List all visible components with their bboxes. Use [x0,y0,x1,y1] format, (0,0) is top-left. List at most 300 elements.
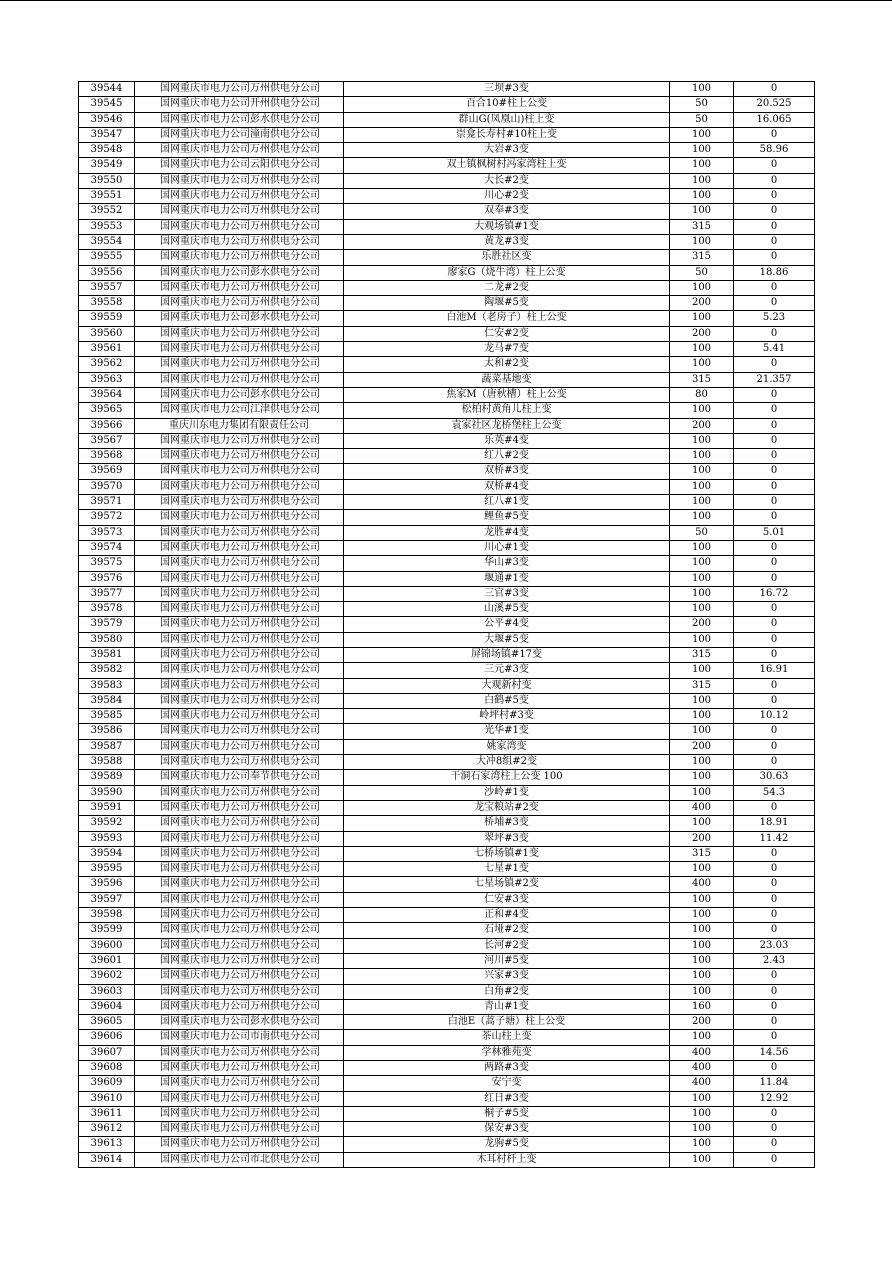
value-cell: 0 [734,433,815,448]
table-row [79,1030,815,1045]
capacity-cell: 100 [670,969,734,984]
row-id-cell: 39608 [79,1061,135,1076]
table-row [79,433,815,448]
transformer-name-cell: 三元#3变 [344,663,670,678]
table-row [79,97,815,112]
company-cell: 国网重庆市电力公司彭水供电分公司 [135,311,344,326]
row-id-cell: 39609 [79,1076,135,1091]
row-id-cell: 39586 [79,724,135,739]
company-cell: 重庆川东电力集团有限责任公司 [135,418,344,433]
table-row [79,816,815,831]
row-id-cell: 39552 [79,204,135,219]
transformer-name-cell: 红八#1变 [344,495,670,510]
company-cell: 国网重庆市电力公司万州供电分公司 [135,433,344,448]
table-row [79,265,815,280]
row-id-cell: 39555 [79,250,135,265]
capacity-cell: 100 [670,724,734,739]
transformer-name-cell: 七星#1变 [344,862,670,877]
row-id-cell: 39544 [79,82,135,97]
value-cell: 14.56 [734,1045,815,1060]
capacity-cell: 100 [670,984,734,999]
value-cell: 0 [734,846,815,861]
value-cell: 0 [734,984,815,999]
capacity-cell: 400 [670,1076,734,1091]
company-cell: 国网重庆市电力公司万州供电分公司 [135,632,344,647]
value-cell: 0 [734,464,815,479]
value-cell: 0 [734,647,815,662]
capacity-cell: 200 [670,831,734,846]
transformer-name-cell: 群山G(凤凰山)柱上变 [344,112,670,127]
row-id-cell: 39565 [79,403,135,418]
row-id-cell: 39578 [79,602,135,617]
row-id-cell: 39614 [79,1152,135,1167]
row-id-cell: 39574 [79,540,135,555]
row-id-cell: 39559 [79,311,135,326]
row-id-cell: 39584 [79,693,135,708]
table-row [79,158,815,173]
capacity-cell: 100 [670,1122,734,1137]
company-cell: 国网重庆市电力公司万州供电分公司 [135,877,344,892]
value-cell: 21.357 [734,372,815,387]
table-body [79,82,815,1168]
company-cell: 国网重庆市电力公司万州供电分公司 [135,342,344,357]
value-cell: 5.23 [734,311,815,326]
table-row [79,296,815,311]
company-cell: 国网重庆市电力公司万州供电分公司 [135,908,344,923]
value-cell: 58.96 [734,143,815,158]
table-row [79,724,815,739]
company-cell: 国网重庆市电力公司万州供电分公司 [135,953,344,968]
company-cell: 国网重庆市电力公司万州供电分公司 [135,1091,344,1106]
row-id-cell: 39594 [79,846,135,861]
capacity-cell: 100 [670,204,734,219]
table-row [79,189,815,204]
transformer-name-cell: 乐胜社区变 [344,250,670,265]
transformer-name-cell: 茶山柱上变 [344,1030,670,1045]
capacity-cell: 100 [670,755,734,770]
capacity-cell: 100 [670,816,734,831]
value-cell: 0 [734,296,815,311]
company-cell: 国网重庆市电力公司万州供电分公司 [135,663,344,678]
table-row [79,586,815,601]
table-row [79,311,815,326]
row-id-cell: 39612 [79,1122,135,1137]
company-cell: 国网重庆市电力公司万州供电分公司 [135,82,344,97]
row-id-cell: 39566 [79,418,135,433]
row-id-cell: 39554 [79,234,135,249]
company-cell: 国网重庆市电力公司万州供电分公司 [135,617,344,632]
value-cell: 0 [734,999,815,1014]
row-id-cell: 39569 [79,464,135,479]
transformer-name-cell: 屏锦场镇#17变 [344,647,670,662]
row-id-cell: 39558 [79,296,135,311]
value-cell: 23.03 [734,938,815,953]
company-cell: 国网重庆市电力公司万州供电分公司 [135,1122,344,1137]
capacity-cell: 100 [670,938,734,953]
row-id-cell: 39590 [79,785,135,800]
company-cell: 国网重庆市电力公司万州供电分公司 [135,739,344,754]
transformer-name-cell: 干洞石家湾柱上公变 100 [344,770,670,785]
row-id-cell: 39595 [79,862,135,877]
transformer-name-cell: 青山#1变 [344,999,670,1014]
capacity-cell: 100 [670,571,734,586]
transformer-name-cell: 百合10#柱上公变 [344,97,670,112]
table-row [79,678,815,693]
value-cell: 0 [734,280,815,295]
company-cell: 国网重庆市电力公司万州供电分公司 [135,586,344,601]
table-row [79,969,815,984]
transformer-name-cell: 沙岭#1变 [344,785,670,800]
transformer-table [78,81,815,1168]
value-cell: 30.63 [734,770,815,785]
value-cell: 0 [734,755,815,770]
row-id-cell: 39579 [79,617,135,632]
capacity-cell: 400 [670,877,734,892]
transformer-name-cell: 川心#1变 [344,540,670,555]
company-cell: 国网重庆市电力公司万州供电分公司 [135,1076,344,1091]
capacity-cell: 100 [670,510,734,525]
company-cell: 国网重庆市电力公司万州供电分公司 [135,816,344,831]
row-id-cell: 39604 [79,999,135,1014]
company-cell: 国网重庆市电力公司万州供电分公司 [135,969,344,984]
row-id-cell: 39551 [79,189,135,204]
row-id-cell: 39571 [79,495,135,510]
transformer-name-cell: 双土镇枫树村冯家湾柱上变 [344,158,670,173]
company-cell: 国网重庆市电力公司万州供电分公司 [135,647,344,662]
capacity-cell: 100 [670,1106,734,1121]
transformer-name-cell: 安宁变 [344,1076,670,1091]
table-row [79,984,815,999]
company-cell: 国网重庆市电力公司万州供电分公司 [135,800,344,815]
capacity-cell: 100 [670,189,734,204]
row-id-cell: 39545 [79,97,135,112]
table-row [79,127,815,142]
value-cell: 16.72 [734,586,815,601]
value-cell: 0 [734,82,815,97]
company-cell: 国网重庆市电力公司万州供电分公司 [135,219,344,234]
row-id-cell: 39582 [79,663,135,678]
value-cell: 0 [734,678,815,693]
table-row [79,739,815,754]
value-cell: 0 [734,326,815,341]
value-cell: 0 [734,800,815,815]
value-cell: 0 [734,724,815,739]
capacity-cell: 200 [670,418,734,433]
transformer-name-cell: 陶堰#5变 [344,296,670,311]
table-row [79,923,815,938]
table-row [79,1076,815,1091]
transformer-name-cell: 龙马#7变 [344,342,670,357]
value-cell: 5.41 [734,342,815,357]
row-id-cell: 39563 [79,372,135,387]
value-cell: 0 [734,739,815,754]
value-cell: 11.84 [734,1076,815,1091]
company-cell: 国网重庆市电力公司万州供电分公司 [135,602,344,617]
table-row [79,770,815,785]
table-row [79,908,815,923]
table-row [79,892,815,907]
value-cell: 10.12 [734,709,815,724]
table-row [79,82,815,97]
value-cell: 0 [734,617,815,632]
transformer-name-cell: 红日#3变 [344,1091,670,1106]
transformer-name-cell: 仁安#2变 [344,326,670,341]
table-row [79,403,815,418]
capacity-cell: 100 [670,234,734,249]
value-cell: 11.42 [734,831,815,846]
transformer-name-cell: 华山#3变 [344,556,670,571]
value-cell: 0 [734,908,815,923]
value-cell: 0 [734,862,815,877]
company-cell: 国网重庆市电力公司万州供电分公司 [135,693,344,708]
transformer-name-cell: 二龙#2变 [344,280,670,295]
capacity-cell: 100 [670,663,734,678]
row-id-cell: 39613 [79,1137,135,1152]
table-row [79,862,815,877]
page-top-border [0,0,892,1]
row-id-cell: 39592 [79,816,135,831]
company-cell: 国网重庆市电力公司万州供电分公司 [135,173,344,188]
row-id-cell: 39601 [79,953,135,968]
company-cell: 国网重庆市电力公司万州供电分公司 [135,372,344,387]
row-id-cell: 39546 [79,112,135,127]
company-cell: 国网重庆市电力公司潼南供电分公司 [135,127,344,142]
transformer-name-cell: 大观新村变 [344,678,670,693]
row-id-cell: 39550 [79,173,135,188]
company-cell: 国网重庆市电力公司万州供电分公司 [135,280,344,295]
value-cell: 20.525 [734,97,815,112]
capacity-cell: 100 [670,173,734,188]
row-id-cell: 39600 [79,938,135,953]
row-id-cell: 39610 [79,1091,135,1106]
table-row [79,571,815,586]
capacity-cell: 100 [670,586,734,601]
company-cell: 国网重庆市电力公司万州供电分公司 [135,1137,344,1152]
company-cell: 国网重庆市电力公司万州供电分公司 [135,923,344,938]
transformer-name-cell: 七桥场镇#1变 [344,846,670,861]
company-cell: 国网重庆市电力公司万州供电分公司 [135,495,344,510]
table-row [79,846,815,861]
transformer-name-cell: 保安#3变 [344,1122,670,1137]
table-row [79,647,815,662]
company-cell: 国网重庆市电力公司万州供电分公司 [135,1106,344,1121]
row-id-cell: 39572 [79,510,135,525]
company-cell: 国网重庆市电力公司万州供电分公司 [135,204,344,219]
row-id-cell: 39611 [79,1106,135,1121]
value-cell: 0 [734,540,815,555]
row-id-cell: 39557 [79,280,135,295]
value-cell: 0 [734,479,815,494]
capacity-cell: 100 [670,632,734,647]
table-row [79,326,815,341]
value-cell: 0 [734,1030,815,1045]
table-row [79,1122,815,1137]
transformer-name-cell: 正和#4变 [344,908,670,923]
table-row [79,234,815,249]
capacity-cell: 200 [670,326,734,341]
value-cell: 0 [734,204,815,219]
table-row [79,495,815,510]
capacity-cell: 100 [670,785,734,800]
capacity-cell: 315 [670,219,734,234]
table-row [79,525,815,540]
company-cell: 国网重庆市电力公司万州供电分公司 [135,709,344,724]
row-id-cell: 39570 [79,479,135,494]
table-row [79,372,815,387]
company-cell: 国网重庆市电力公司万州供电分公司 [135,999,344,1014]
company-cell: 国网重庆市电力公司彭水供电分公司 [135,265,344,280]
capacity-cell: 100 [670,862,734,877]
value-cell: 0 [734,250,815,265]
row-id-cell: 39607 [79,1045,135,1060]
transformer-name-cell: 双奉#3变 [344,204,670,219]
transformer-name-cell: 大堰#5变 [344,632,670,647]
transformer-name-cell: 袁家社区龙桥堡柱上公变 [344,418,670,433]
value-cell: 12.92 [734,1091,815,1106]
capacity-cell: 400 [670,800,734,815]
table-row [79,250,815,265]
transformer-name-cell: 大冲8组#2变 [344,755,670,770]
transformer-name-cell: 龙胜#4变 [344,525,670,540]
transformer-name-cell: 七星场镇#2变 [344,877,670,892]
row-id-cell: 39585 [79,709,135,724]
row-id-cell: 39575 [79,556,135,571]
company-cell: 国网重庆市电力公司万州供电分公司 [135,189,344,204]
capacity-cell: 100 [670,770,734,785]
table-row [79,143,815,158]
company-cell: 国网重庆市电力公司万州供电分公司 [135,525,344,540]
table-row [79,831,815,846]
transformer-name-cell: 双桥#3变 [344,464,670,479]
table-row [79,938,815,953]
capacity-cell: 100 [670,540,734,555]
table-row [79,617,815,632]
capacity-cell: 50 [670,265,734,280]
company-cell: 国网重庆市电力公司万州供电分公司 [135,678,344,693]
row-id-cell: 39573 [79,525,135,540]
capacity-cell: 200 [670,617,734,632]
table-row [79,540,815,555]
table-row [79,1061,815,1076]
row-id-cell: 39583 [79,678,135,693]
transformer-name-cell: 学林雅苑变 [344,1045,670,1060]
row-id-cell: 39560 [79,326,135,341]
value-cell: 0 [734,1015,815,1030]
transformer-name-cell: 鲤鱼#5变 [344,510,670,525]
company-cell: 国网重庆市电力公司万州供电分公司 [135,540,344,555]
company-cell: 国网重庆市电力公司万州供电分公司 [135,326,344,341]
table-row [79,510,815,525]
company-cell: 国网重庆市电力公司万州供电分公司 [135,571,344,586]
table-row [79,449,815,464]
value-cell: 0 [734,510,815,525]
company-cell: 国网重庆市电力公司万州供电分公司 [135,479,344,494]
row-id-cell: 39549 [79,158,135,173]
table-row [79,219,815,234]
row-id-cell: 39567 [79,433,135,448]
transformer-name-cell: 焦家M（唐秋槽）柱上公变 [344,387,670,402]
transformer-name-cell: 乐英#4变 [344,433,670,448]
transformer-name-cell: 太和#2变 [344,357,670,372]
transformer-name-cell: 大观场镇#1变 [344,219,670,234]
table-row [79,1091,815,1106]
capacity-cell: 50 [670,525,734,540]
value-cell: 16.91 [734,663,815,678]
capacity-cell: 100 [670,1152,734,1167]
transformer-name-cell: 三官#3变 [344,586,670,601]
company-cell: 国网重庆市电力公司彭水供电分公司 [135,387,344,402]
transformer-name-cell: 木耳村杆上变 [344,1152,670,1167]
transformer-name-cell: 两路#3变 [344,1061,670,1076]
table-row [79,877,815,892]
transformer-name-cell: 龙驹#5变 [344,1137,670,1152]
value-cell: 0 [734,632,815,647]
capacity-cell: 160 [670,999,734,1014]
row-id-cell: 39596 [79,877,135,892]
transformer-name-cell: 三坝#3变 [344,82,670,97]
table-row [79,632,815,647]
company-cell: 国网重庆市电力公司万州供电分公司 [135,755,344,770]
company-cell: 国网重庆市电力公司万州供电分公司 [135,862,344,877]
transformer-name-cell: 松柏村黄角儿柱上变 [344,403,670,418]
value-cell: 5.01 [734,525,815,540]
value-cell: 0 [734,189,815,204]
table-row [79,173,815,188]
capacity-cell: 100 [670,127,734,142]
company-cell: 国网重庆市电力公司万州供电分公司 [135,1045,344,1060]
capacity-cell: 100 [670,403,734,418]
value-cell: 0 [734,449,815,464]
company-cell: 国网重庆市电力公司万州供电分公司 [135,250,344,265]
capacity-cell: 100 [670,923,734,938]
value-cell: 0 [734,173,815,188]
capacity-cell: 100 [670,953,734,968]
transformer-name-cell: 河川#5变 [344,953,670,968]
value-cell: 0 [734,1106,815,1121]
company-cell: 国网重庆市电力公司万州供电分公司 [135,785,344,800]
row-id-cell: 39587 [79,739,135,754]
company-cell: 国网重庆市电力公司万州供电分公司 [135,724,344,739]
row-id-cell: 39598 [79,908,135,923]
transformer-name-cell: 堰通#1变 [344,571,670,586]
table-row [79,999,815,1014]
table-row [79,479,815,494]
row-id-cell: 39568 [79,449,135,464]
company-cell: 国网重庆市电力公司万州供电分公司 [135,510,344,525]
capacity-cell: 100 [670,892,734,907]
capacity-cell: 100 [670,908,734,923]
capacity-cell: 50 [670,97,734,112]
company-cell: 国网重庆市电力公司彭水供电分公司 [135,1015,344,1030]
row-id-cell: 39576 [79,571,135,586]
company-cell: 国网重庆市电力公司云阳供电分公司 [135,158,344,173]
transformer-name-cell: 白池E（蒿子塘）柱上公变 [344,1015,670,1030]
row-id-cell: 39562 [79,357,135,372]
capacity-cell: 200 [670,1015,734,1030]
capacity-cell: 100 [670,449,734,464]
transformer-name-cell: 桐子#5变 [344,1106,670,1121]
value-cell: 0 [734,923,815,938]
capacity-cell: 400 [670,1045,734,1060]
table-row [79,556,815,571]
row-id-cell: 39564 [79,387,135,402]
value-cell: 0 [734,1122,815,1137]
value-cell: 18.91 [734,816,815,831]
capacity-cell: 100 [670,280,734,295]
company-cell: 国网重庆市电力公司万州供电分公司 [135,846,344,861]
capacity-cell: 315 [670,250,734,265]
table-row [79,387,815,402]
